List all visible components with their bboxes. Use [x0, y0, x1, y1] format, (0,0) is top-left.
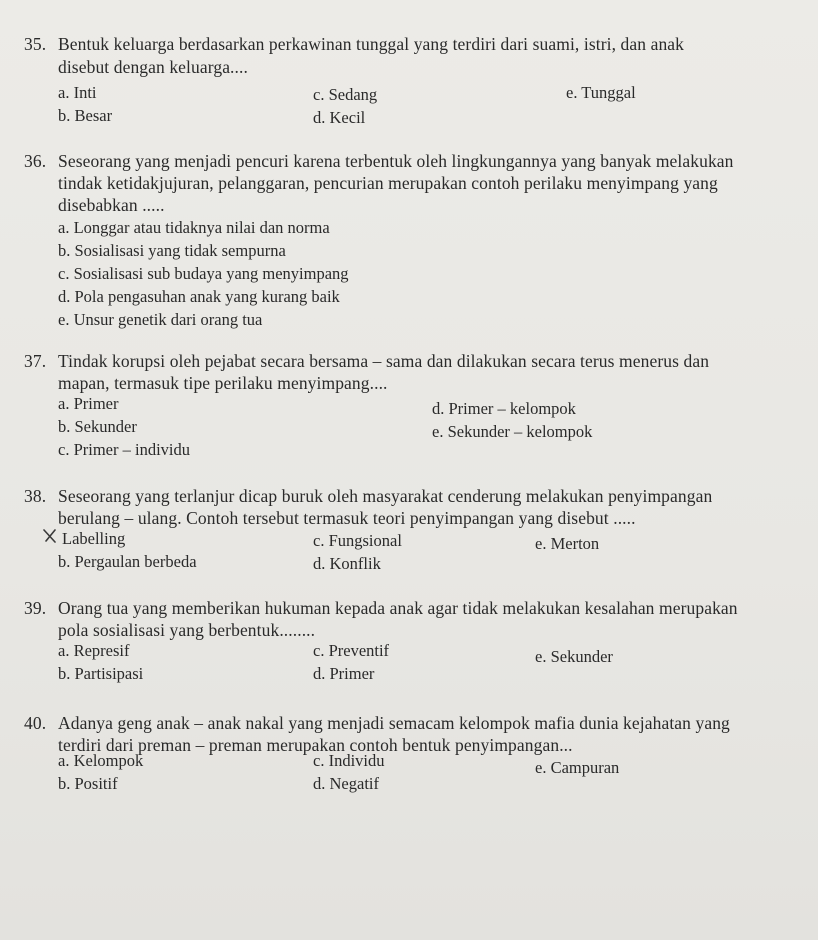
- option-c[interactable]: c. Sedang: [313, 85, 378, 104]
- question-text-line: disebabkan .....: [58, 195, 165, 215]
- option-a[interactable]: a. Primer: [58, 394, 119, 413]
- option-e[interactable]: e. Sekunder: [535, 647, 613, 666]
- question-text-line: berulang – ulang. Contoh tersebut termasuk teori penyimpangan yang disebut .....: [58, 508, 636, 528]
- question-text-line: Tindak korupsi oleh pejabat secara bersama – sama dan dilakukan secara terus menerus dan: [58, 351, 710, 371]
- question-text-line: Seseorang yang terlanjur dicap buruk oleh masyarakat cenderung melakukan penyimpangan: [58, 486, 713, 506]
- option-b[interactable]: b. Partisipasi: [58, 664, 144, 683]
- option-d[interactable]: d. Negatif: [313, 774, 379, 793]
- handwritten-check-mark-icon: [43, 528, 57, 544]
- question-number: 38.: [24, 486, 47, 506]
- option-a[interactable]: a. Represif: [58, 641, 130, 660]
- option-e[interactable]: e. Tunggal: [566, 83, 636, 102]
- option-d[interactable]: d. Konflik: [313, 554, 381, 573]
- option-b[interactable]: b. Besar: [58, 106, 113, 125]
- question-text-line: Seseorang yang menjadi pencuri karena terbentuk oleh lingkungannya yang banyak melakukan: [58, 151, 734, 171]
- option-e[interactable]: e. Unsur genetik dari orang tua: [58, 310, 263, 329]
- question-number: 37.: [24, 351, 47, 371]
- question-number: 36.: [24, 151, 47, 171]
- option-b[interactable]: b. Sekunder: [58, 417, 137, 436]
- question-text-line: Bentuk keluarga berdasarkan perkawinan tunggal yang terdiri dari suami, istri, dan anak: [58, 34, 685, 54]
- option-d[interactable]: d. Pola pengasuhan anak yang kurang baik: [58, 287, 340, 306]
- option-e[interactable]: e. Merton: [535, 534, 600, 553]
- option-c[interactable]: c. Individu: [313, 751, 385, 770]
- question-text-line: Adanya geng anak – anak nakal yang menjadi semacam kelompok mafia dunia kejahatan yang: [58, 713, 730, 733]
- option-a[interactable]: a. Kelompok: [58, 751, 144, 770]
- option-c[interactable]: c. Sosialisasi sub budaya yang menyimpang: [58, 264, 349, 283]
- question-text-line: Orang tua yang memberikan hukuman kepada anak agar tidak melakukan kesalahan merupakan: [58, 598, 738, 618]
- question-text-line: pola sosialisasi yang berbentuk........: [58, 620, 316, 640]
- option-b[interactable]: b. Positif: [58, 774, 118, 793]
- question-number: 39.: [24, 598, 47, 618]
- question-text-line: disebut dengan keluarga....: [58, 57, 248, 77]
- option-a[interactable]: Labelling: [62, 529, 126, 548]
- option-e[interactable]: e. Campuran: [535, 758, 620, 777]
- option-b[interactable]: b. Sosialisasi yang tidak sempurna: [58, 241, 286, 260]
- question-text-line: mapan, termasuk tipe perilaku menyimpang....: [58, 373, 388, 393]
- question-text-line: tindak ketidakjujuran, pelanggaran, pencurian merupakan contoh perilaku menyimpang yang: [58, 173, 718, 193]
- option-a[interactable]: a. Longgar atau tidaknya nilai dan norma: [58, 218, 330, 237]
- question-number: 40.: [24, 713, 47, 733]
- option-d[interactable]: d. Primer – kelompok: [432, 399, 576, 418]
- option-c[interactable]: c. Fungsional: [313, 531, 402, 550]
- option-c[interactable]: c. Primer – individu: [58, 440, 190, 459]
- option-d[interactable]: d. Primer: [313, 664, 375, 683]
- option-b[interactable]: b. Pergaulan berbeda: [58, 552, 197, 571]
- option-c[interactable]: c. Preventif: [313, 641, 390, 660]
- question-number: 35.: [24, 34, 47, 54]
- option-e[interactable]: e. Sekunder – kelompok: [432, 422, 593, 441]
- question-text-line: terdiri dari preman – preman merupakan contoh bentuk penyimpangan...: [58, 735, 573, 755]
- option-a[interactable]: a. Inti: [58, 83, 97, 102]
- option-d[interactable]: d. Kecil: [313, 108, 366, 127]
